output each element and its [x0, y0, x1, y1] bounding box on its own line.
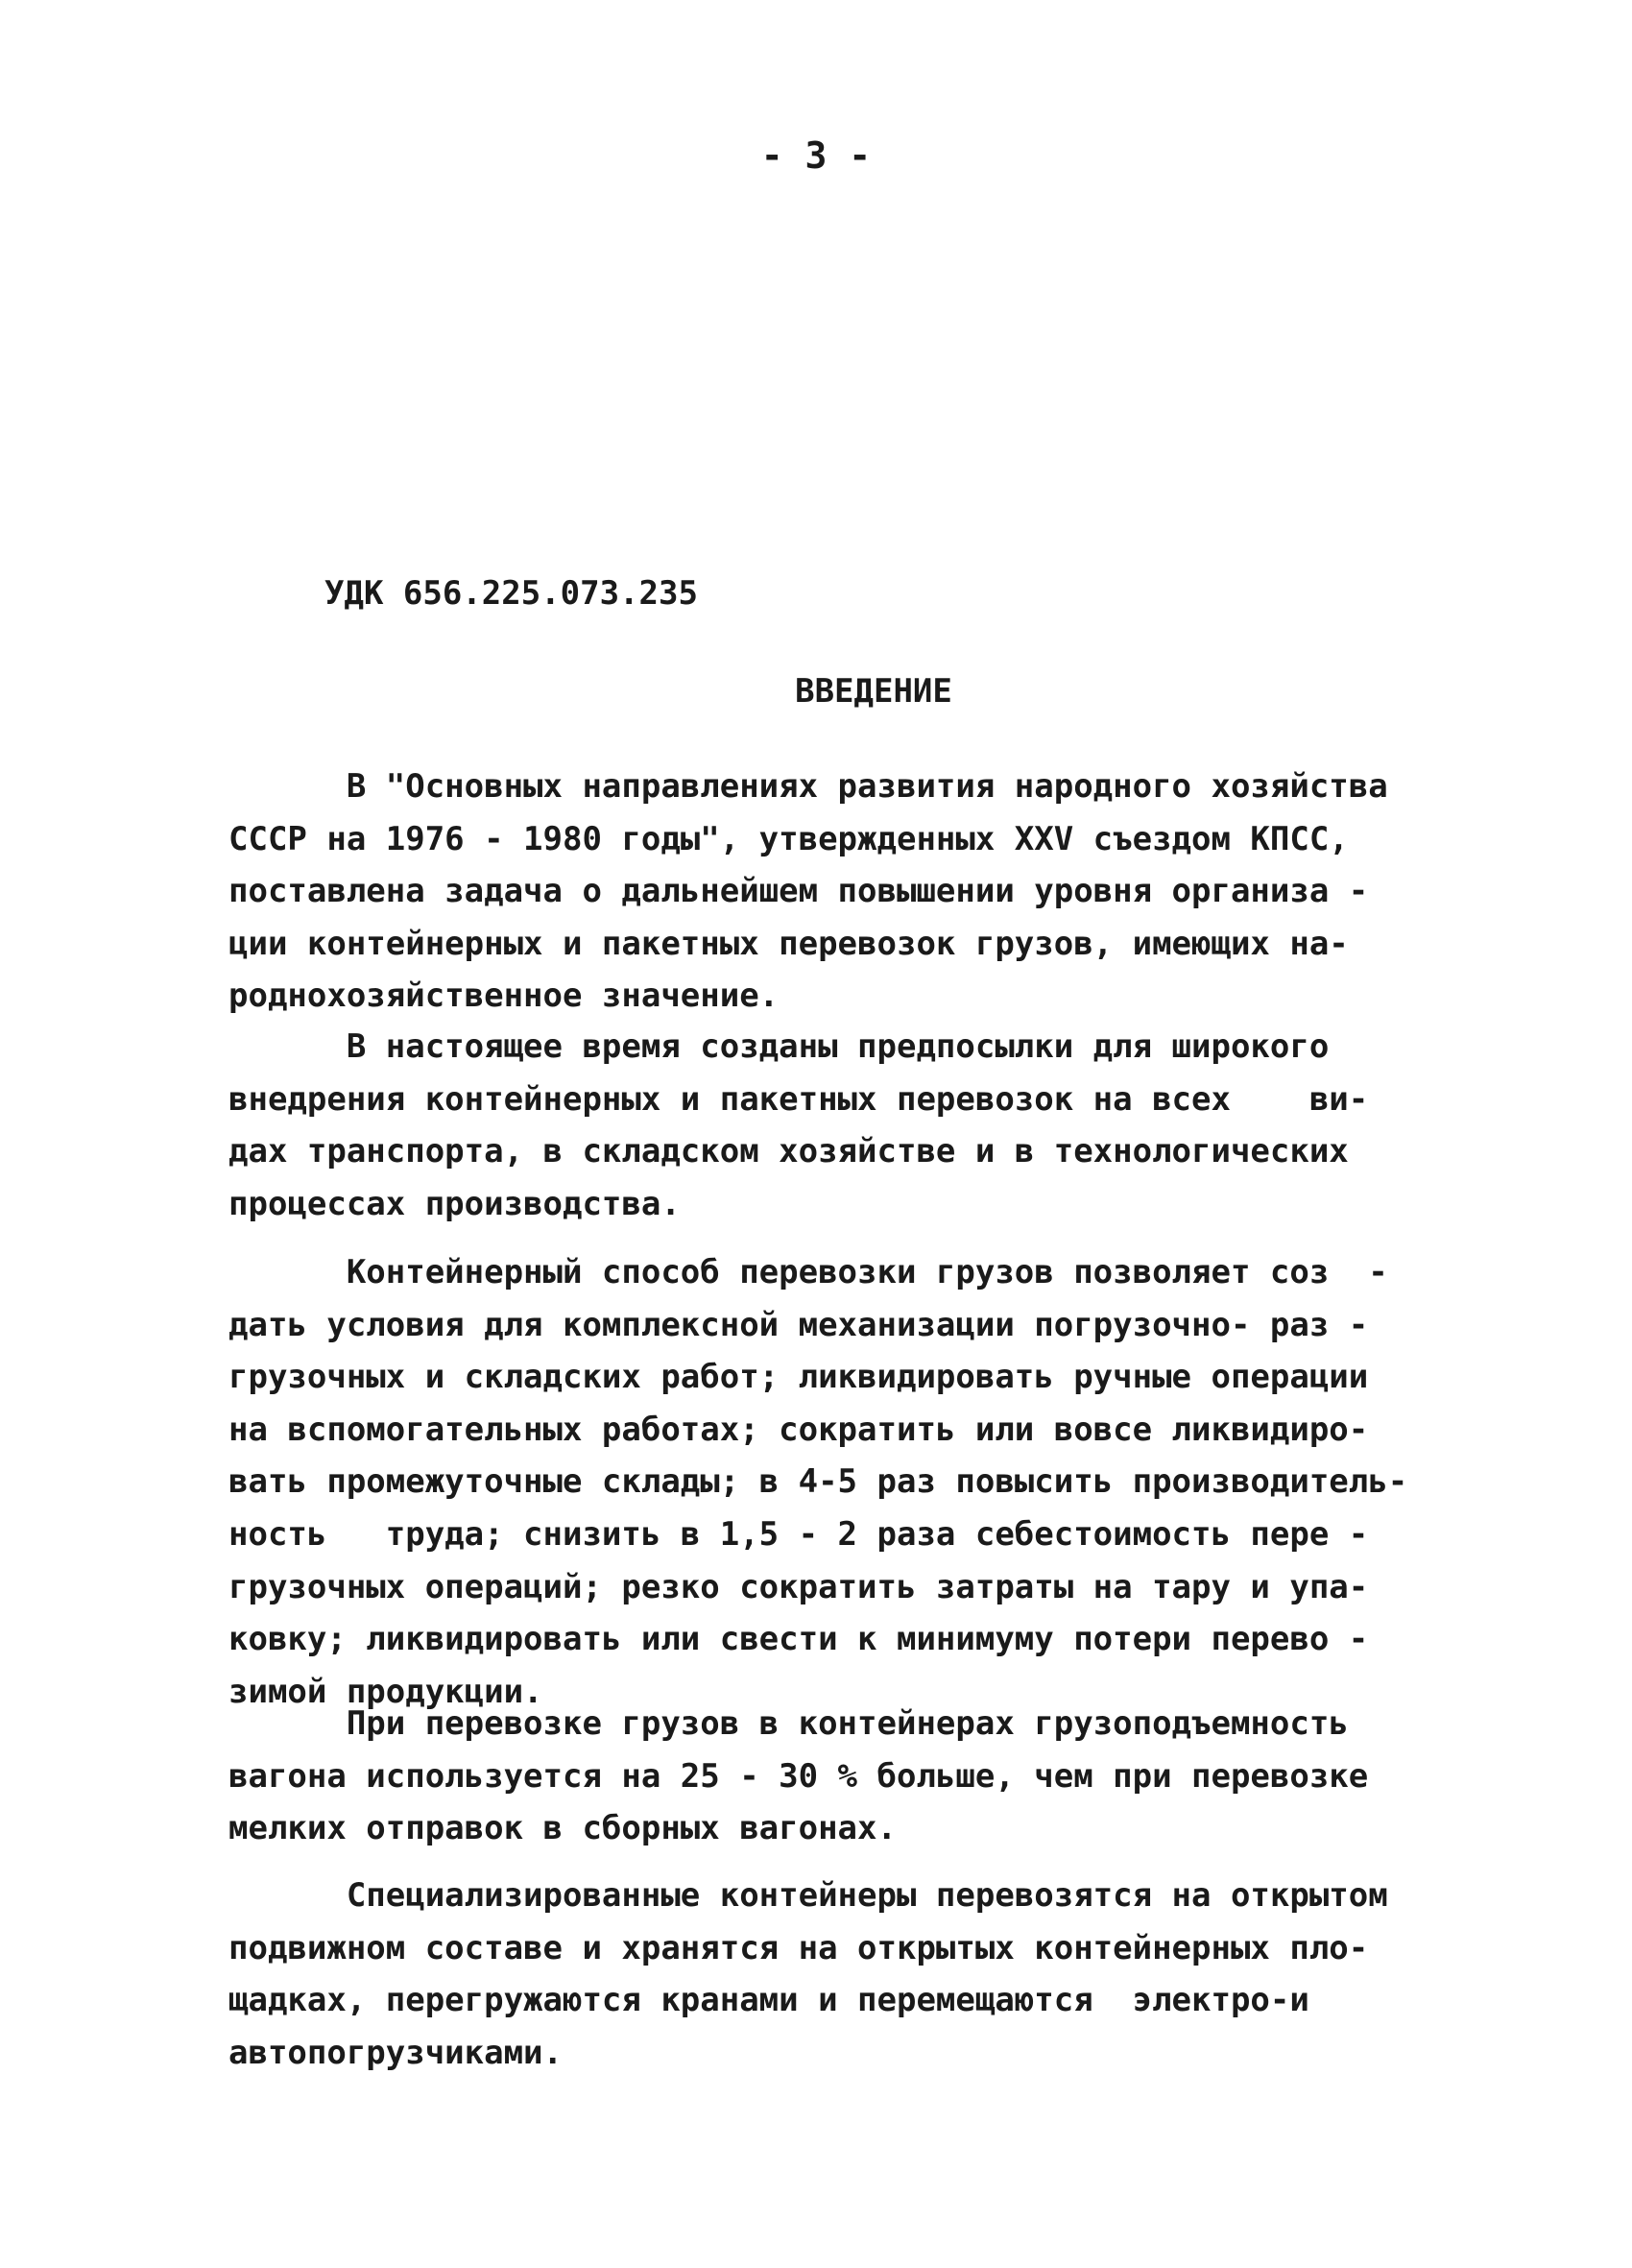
text-line: ковку; ликвидировать или свести к минимуму потери перево -: [228, 1620, 1369, 1659]
text-line: грузочных операций; резко сократить затраты на тару и упа-: [228, 1567, 1369, 1606]
text-line: ции контейнерных и пакетных перевозок грузов, имеющих на-: [228, 924, 1349, 963]
page-number: - 3 -: [760, 134, 872, 177]
text-line: дать условия для комплексной механизации погрузочно- раз -: [228, 1305, 1369, 1344]
text-line: внедрения контейнерных и пакетных перевозок на всех ви-: [228, 1079, 1369, 1119]
text-line: Контейнерный способ перевозки грузов позволяет соз -: [228, 1253, 1388, 1291]
text-line: поставлена задача о дальнейшем повышении уровня организа -: [228, 872, 1369, 911]
text-line: автопогрузчиками.: [228, 2033, 563, 2072]
text-line: СССР на 1976 - 1980 годы", утвержденных XXV съездом КПСС,: [228, 819, 1349, 858]
udk-code: УДК 656.225.073.235: [324, 574, 698, 613]
text-line: При перевозке грузов в контейнерах грузоподъемность: [228, 1704, 1349, 1743]
paragraph: [228, 1246, 1409, 1718]
text-line: вагона используется на 25 - 30 % больше, чем при перевозке: [228, 1756, 1369, 1796]
section-heading: ВВЕДЕНИЕ: [795, 672, 952, 711]
text-line: щадках, перегружаются кранами и перемещаются электро-и: [228, 1981, 1309, 2020]
text-line: зимой продукции.: [228, 1672, 543, 1711]
text-line: ность труда; снизить в 1,5 - 2 раза себестоимость пере -: [228, 1514, 1369, 1554]
text-line: на вспомогательных работах; сократить или вовсе ликвидиро-: [228, 1410, 1369, 1449]
text-line: дах транспорта, в складском хозяйстве и в технологических: [228, 1132, 1349, 1171]
text-line: роднохозяйственное значение.: [228, 977, 780, 1016]
text-line: вать промежуточные склады; в 4-5 раз повысить производитель-: [228, 1462, 1408, 1502]
paragraph: [228, 1021, 1409, 1230]
text-line: грузочных и складских работ; ликвидировать ручные операции: [228, 1358, 1369, 1397]
paragraph: [228, 1698, 1409, 1855]
text-line: В настоящее время созданы предпосылки для широкого: [228, 1027, 1330, 1066]
text-line: подвижном составе и хранятся на открытых контейнерных пло-: [228, 1928, 1369, 1967]
paragraph: [228, 760, 1409, 1023]
text-line: Специализированные контейнеры перевозятся на открытом: [228, 1876, 1388, 1915]
text-line: В "Основных направлениях развития народного хозяйства: [228, 767, 1388, 806]
text-line: мелких отправок в сборных вагонах.: [228, 1809, 897, 1848]
text-line: процессах производства.: [228, 1184, 681, 1223]
paragraph: [228, 1870, 1409, 2079]
